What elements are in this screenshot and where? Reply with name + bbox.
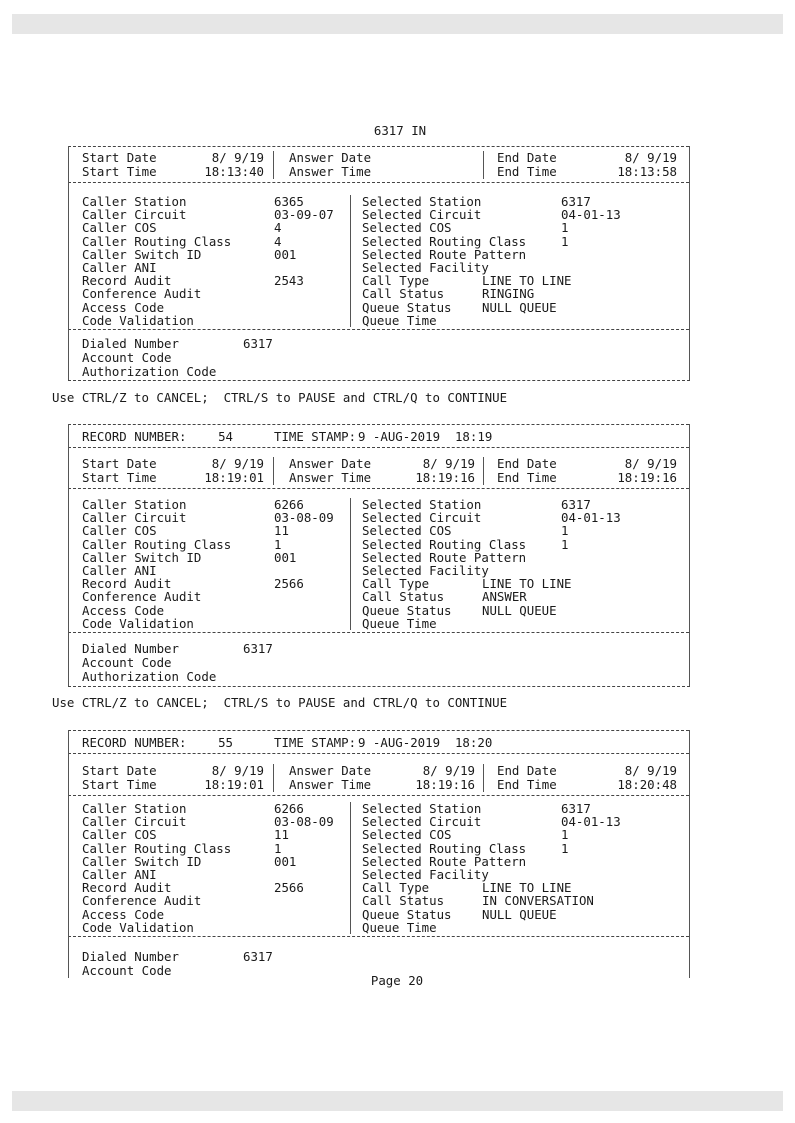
caller-field-label: Caller ANI xyxy=(82,563,157,578)
start-date-value: 8/ 9/19 xyxy=(211,150,264,165)
selected-field-label: Selected Route Pattern xyxy=(362,246,527,262)
answer-date-label: Answer Date xyxy=(289,763,372,778)
selected-field-label: Selected Routing Class xyxy=(362,536,527,552)
start-date-label: Start Date xyxy=(82,456,157,471)
answer-time-label: Answer Time xyxy=(289,470,372,485)
caller-selected-rule xyxy=(350,195,351,327)
time-stamp-label: TIME STAMP: xyxy=(274,429,357,444)
selected-field-value: NULL QUEUE xyxy=(482,299,557,315)
dialed-number-value: 6317 xyxy=(243,641,273,656)
caller-field-label: Access Code xyxy=(82,602,165,618)
dialed-field-label: Dialed Number xyxy=(82,336,179,351)
selected-field-value: 1 xyxy=(561,233,569,249)
caller-field-label: Record Audit xyxy=(82,880,172,896)
caller-field-value: 4 xyxy=(274,233,282,249)
selected-field-label: Queue Time xyxy=(362,919,437,935)
time-stamp-value: 9 -AUG-2019 18:20 xyxy=(358,735,493,750)
dialed-number-value: 6317 xyxy=(243,949,273,964)
dialed-field-label: Dialed Number xyxy=(82,641,179,656)
record-top-border xyxy=(68,424,689,425)
time-stamp-label: TIME STAMP: xyxy=(274,735,357,750)
selected-field-label: Selected Station xyxy=(362,497,482,512)
date-column-rule xyxy=(273,457,274,485)
caller-field-label: Caller Circuit xyxy=(82,510,187,526)
selected-field-value: LINE TO LINE xyxy=(482,880,572,896)
selected-field-label: Selected Routing Class xyxy=(362,233,527,249)
record-frame-right xyxy=(689,146,690,380)
selected-field-label: Queue Status xyxy=(362,602,452,618)
caller-divider xyxy=(68,936,689,937)
selected-field-label: Call Status xyxy=(362,589,445,605)
date-column-rule xyxy=(483,151,484,179)
selected-field-label: Selected COS xyxy=(362,827,452,843)
end-time-value: 18:19:16 xyxy=(617,470,677,485)
answer-date-label: Answer Date xyxy=(289,150,372,165)
caller-field-value: 6266 xyxy=(274,497,304,512)
selected-field-label: Selected Facility xyxy=(362,867,489,882)
dialed-field-label: Account Code xyxy=(82,655,172,670)
date-column-rule xyxy=(483,457,484,485)
caller-field-label: Caller Switch ID xyxy=(82,246,202,262)
caller-field-value: 6266 xyxy=(274,801,304,816)
selected-field-value: 1 xyxy=(561,220,569,236)
date-column-rule xyxy=(273,151,274,179)
start-date-label: Start Date xyxy=(82,150,157,165)
selected-field-label: Queue Time xyxy=(362,312,437,328)
caller-field-label: Caller COS xyxy=(82,523,157,539)
caller-field-label: Caller Routing Class xyxy=(82,840,232,856)
end-date-label: End Date xyxy=(497,150,557,165)
dialed-field-label: Authorization Code xyxy=(82,364,217,379)
dialed-field-label: Account Code xyxy=(82,963,172,978)
caller-field-label: Conference Audit xyxy=(82,286,202,302)
caller-field-label: Code Validation xyxy=(82,919,194,935)
selected-field-label: Selected Circuit xyxy=(362,510,482,526)
caller-field-value: 2566 xyxy=(274,576,304,592)
dialed-field-label: Account Code xyxy=(82,350,172,365)
selected-field-value: 6317 xyxy=(561,497,591,512)
caller-field-value: 03-08-09 xyxy=(274,814,334,830)
selected-field-label: Selected Circuit xyxy=(362,814,482,830)
caller-divider xyxy=(68,632,689,633)
selected-field-value: NULL QUEUE xyxy=(482,602,557,618)
dialed-number-value: 6317 xyxy=(243,336,273,351)
caller-field-label: Record Audit xyxy=(82,576,172,592)
answer-date-value: 8/ 9/19 xyxy=(422,763,475,778)
caller-field-value: 11 xyxy=(274,827,289,843)
record-number-label: RECORD NUMBER: xyxy=(82,735,187,750)
dialed-field-label: Dialed Number xyxy=(82,949,179,964)
caller-field-label: Caller Switch ID xyxy=(82,549,202,565)
start-time-label: Start Time xyxy=(82,164,157,179)
selected-field-value: RINGING xyxy=(482,286,535,302)
caller-field-value: 2566 xyxy=(274,880,304,896)
selected-field-label: Selected Route Pattern xyxy=(362,853,527,869)
start-time-value: 18:13:40 xyxy=(204,164,264,179)
answer-date-value: 8/ 9/19 xyxy=(422,456,475,471)
selected-field-label: Selected COS xyxy=(362,523,452,539)
caller-field-label: Caller Circuit xyxy=(82,814,187,830)
record-header-divider xyxy=(68,753,689,754)
end-date-value: 8/ 9/19 xyxy=(624,456,677,471)
dates-divider xyxy=(68,182,689,183)
answer-time-label: Answer Time xyxy=(289,777,372,792)
caller-divider xyxy=(68,329,689,330)
end-date-label: End Date xyxy=(497,763,557,778)
selected-field-label: Selected Station xyxy=(362,194,482,209)
record-frame-left xyxy=(68,424,69,686)
selected-field-value: NULL QUEUE xyxy=(482,906,557,922)
record-frame-right xyxy=(689,424,690,686)
caller-field-value: 6365 xyxy=(274,194,304,209)
dates-divider xyxy=(68,795,689,796)
continue-prompt: Use CTRL/Z to CANCEL; CTRL/S to PAUSE and CTRL/Q to CONTINUE xyxy=(52,695,508,710)
scan-border-top xyxy=(12,14,783,34)
end-date-label: End Date xyxy=(497,456,557,471)
record-top-border xyxy=(68,730,689,731)
selected-field-label: Queue Status xyxy=(362,906,452,922)
caller-field-label: Record Audit xyxy=(82,273,172,289)
page-number: Page 20 xyxy=(370,973,424,988)
selected-field-value: LINE TO LINE xyxy=(482,576,572,592)
answer-date-label: Answer Date xyxy=(289,456,372,471)
selected-field-value: 6317 xyxy=(561,194,591,209)
start-date-label: Start Date xyxy=(82,763,157,778)
caller-field-label: Code Validation xyxy=(82,312,194,328)
date-column-rule xyxy=(483,764,484,792)
selected-field-label: Selected Routing Class xyxy=(362,840,527,856)
selected-field-value: 1 xyxy=(561,523,569,539)
caller-field-label: Conference Audit xyxy=(82,589,202,605)
caller-field-label: Caller Station xyxy=(82,194,187,209)
end-time-value: 18:13:58 xyxy=(617,164,677,179)
caller-field-value: 001 xyxy=(274,549,297,565)
caller-field-label: Conference Audit xyxy=(82,893,202,909)
selected-field-value: 1 xyxy=(561,536,569,552)
caller-field-value: 001 xyxy=(274,246,297,262)
selected-field-label: Call Status xyxy=(362,286,445,302)
selected-field-label: Call Status xyxy=(362,893,445,909)
caller-field-label: Caller Switch ID xyxy=(82,853,202,869)
start-date-value: 8/ 9/19 xyxy=(211,456,264,471)
selected-field-label: Selected Route Pattern xyxy=(362,549,527,565)
selected-field-value: IN CONVERSATION xyxy=(482,893,594,909)
time-stamp-value: 9 -AUG-2019 18:19 xyxy=(358,429,493,444)
caller-field-label: Access Code xyxy=(82,906,165,922)
caller-field-value: 03-09-07 xyxy=(274,207,334,223)
caller-field-value: 2543 xyxy=(274,273,304,289)
selected-field-label: Queue Status xyxy=(362,299,452,315)
dates-divider xyxy=(68,488,689,489)
selected-field-value: 04-01-13 xyxy=(561,207,621,223)
selected-field-label: Selected Facility xyxy=(362,563,489,578)
caller-field-label: Caller Routing Class xyxy=(82,536,232,552)
start-time-label: Start Time xyxy=(82,470,157,485)
caller-field-label: Code Validation xyxy=(82,615,194,631)
selected-field-label: Call Type xyxy=(362,880,430,896)
caller-field-label: Caller Circuit xyxy=(82,207,187,223)
caller-field-value: 4 xyxy=(274,220,282,236)
answer-time-value: 18:19:16 xyxy=(415,777,475,792)
start-time-value: 18:19:01 xyxy=(204,470,264,485)
start-time-value: 18:19:01 xyxy=(204,777,264,792)
caller-field-value: 11 xyxy=(274,523,289,539)
page-title: 6317 IN xyxy=(373,123,427,138)
selected-field-label: Selected Facility xyxy=(362,260,489,275)
caller-field-value: 001 xyxy=(274,853,297,869)
end-date-value: 8/ 9/19 xyxy=(624,150,677,165)
dialed-field-label: Authorization Code xyxy=(82,669,217,684)
caller-field-label: Caller ANI xyxy=(82,867,157,882)
selected-field-value: 1 xyxy=(561,840,569,856)
record-number-value: 55 xyxy=(218,735,233,750)
selected-field-label: Call Type xyxy=(362,273,430,289)
record-number-label: RECORD NUMBER: xyxy=(82,429,187,444)
selected-field-label: Queue Time xyxy=(362,615,437,631)
caller-field-label: Caller ANI xyxy=(82,260,157,275)
caller-field-label: Caller COS xyxy=(82,827,157,843)
selected-field-label: Selected Station xyxy=(362,801,482,816)
end-time-label: End Time xyxy=(497,470,557,485)
start-date-value: 8/ 9/19 xyxy=(211,763,264,778)
record-number-value: 54 xyxy=(218,429,233,444)
caller-field-label: Caller Station xyxy=(82,497,187,512)
selected-field-label: Selected Circuit xyxy=(362,207,482,223)
selected-field-label: Call Type xyxy=(362,576,430,592)
caller-selected-rule xyxy=(350,802,351,934)
selected-field-value: ANSWER xyxy=(482,589,527,605)
answer-time-label: Answer Time xyxy=(289,164,372,179)
caller-field-value: 1 xyxy=(274,536,282,552)
selected-field-value: 6317 xyxy=(561,801,591,816)
record-header-divider xyxy=(68,447,689,448)
record-frame-left xyxy=(68,146,69,380)
caller-field-label: Caller COS xyxy=(82,220,157,236)
record-top-border xyxy=(68,146,689,147)
start-time-label: Start Time xyxy=(82,777,157,792)
end-time-value: 18:20:48 xyxy=(617,777,677,792)
section-end-divider xyxy=(68,686,690,687)
date-column-rule xyxy=(273,764,274,792)
caller-selected-rule xyxy=(350,498,351,630)
selected-field-label: Selected COS xyxy=(362,220,452,236)
record-frame-right xyxy=(689,730,690,978)
selected-field-value: 1 xyxy=(561,827,569,843)
caller-field-value: 1 xyxy=(274,840,282,856)
caller-field-label: Caller Routing Class xyxy=(82,233,232,249)
selected-field-value: 04-01-13 xyxy=(561,814,621,830)
record-frame-left xyxy=(68,730,69,978)
section-end-divider xyxy=(68,380,690,381)
selected-field-value: 04-01-13 xyxy=(561,510,621,526)
selected-field-value: LINE TO LINE xyxy=(482,273,572,289)
answer-time-value: 18:19:16 xyxy=(415,470,475,485)
end-time-label: End Time xyxy=(497,164,557,179)
end-time-label: End Time xyxy=(497,777,557,792)
caller-field-label: Caller Station xyxy=(82,801,187,816)
end-date-value: 8/ 9/19 xyxy=(624,763,677,778)
continue-prompt: Use CTRL/Z to CANCEL; CTRL/S to PAUSE and CTRL/Q to CONTINUE xyxy=(52,390,508,405)
caller-field-label: Access Code xyxy=(82,299,165,315)
scan-border-bottom xyxy=(12,1091,783,1111)
caller-field-value: 03-08-09 xyxy=(274,510,334,526)
